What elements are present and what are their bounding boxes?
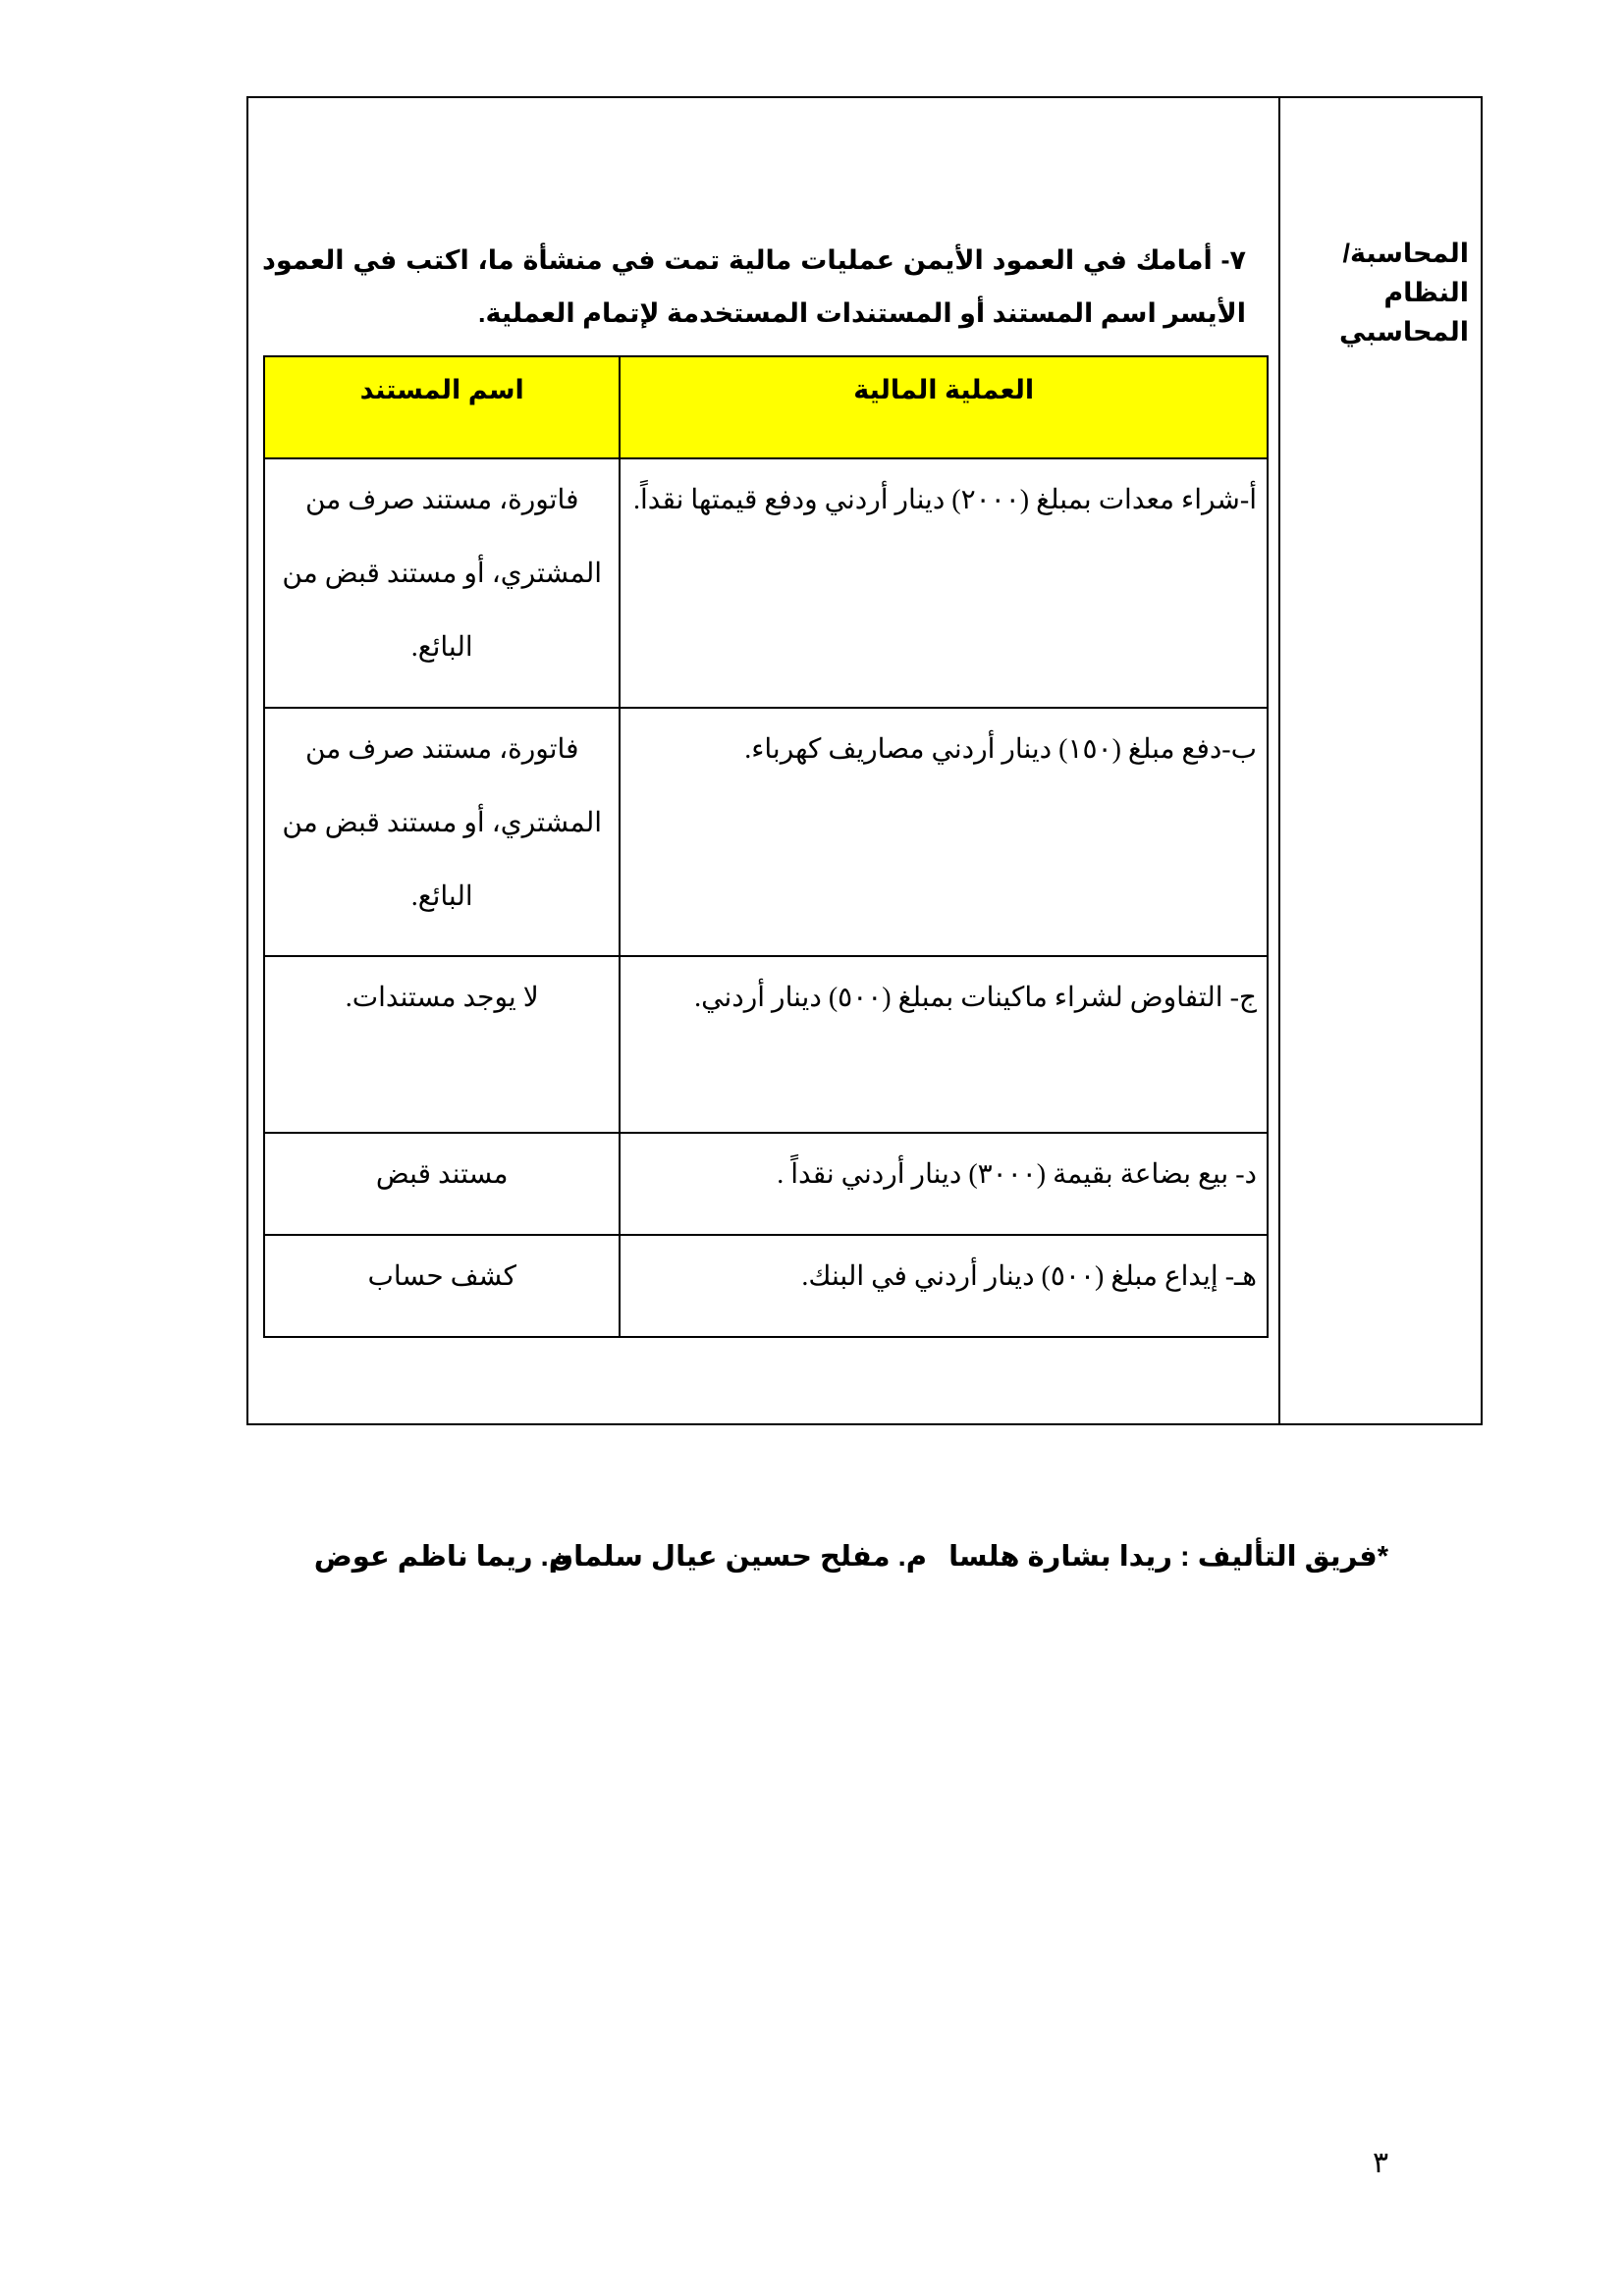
table-row bbox=[264, 458, 1268, 708]
table-row bbox=[264, 956, 1268, 1133]
document-cell: مستند قبض bbox=[264, 1133, 620, 1235]
header-operation: العملية المالية bbox=[620, 356, 1268, 458]
operation-cell: أ-شراء معدات بمبلغ (٢٠٠٠) دينار أردني ودفع قيمتها نقداً. bbox=[620, 458, 1268, 708]
subject-line-3: المحاسبي bbox=[1339, 317, 1469, 347]
operation-cell: د- بيع بضاعة بقيمة (٣٠٠٠) دينار أردني نقداً . bbox=[620, 1133, 1268, 1235]
subject-line-1: المحاسبة/ bbox=[1342, 239, 1469, 268]
document-cell: فاتورة، مستند صرف من المشتري، أو مستند قبض من البائع. bbox=[264, 708, 620, 956]
question-text: ٧- أمامك في العمود الأيمن عمليات مالية تمت في منشأة ما، اكتب في العمود الأيسر اسم المستند أو المستندات المستخدمة لإتمام العملية. bbox=[262, 245, 1246, 328]
table-row bbox=[264, 1133, 1268, 1235]
operation-cell: ب-دفع مبلغ (١٥٠) دينار أردني مصاريف كهرباء. bbox=[620, 708, 1268, 956]
table-row bbox=[264, 708, 1268, 956]
subject-label bbox=[1292, 234, 1469, 351]
page-number: ٣ bbox=[1373, 2147, 1389, 2179]
content-frame bbox=[246, 96, 1483, 1425]
operation-cell: ج- التفاوض لشراء ماكينات بمبلغ (٥٠٠) دينار أردني. bbox=[620, 956, 1268, 1133]
column-divider bbox=[1278, 98, 1280, 1423]
table-row bbox=[264, 1235, 1268, 1337]
author-team: *فريق التأليف : ريدا بشارة هلسا bbox=[948, 1541, 1388, 1573]
document-cell: لا يوجد مستندات. bbox=[264, 956, 620, 1133]
operations-table bbox=[263, 355, 1269, 1338]
document-cell: كشف حساب bbox=[264, 1235, 620, 1337]
header-document: اسم المستند bbox=[264, 356, 620, 458]
table-header-row bbox=[264, 356, 1268, 458]
authors-line bbox=[263, 1539, 1388, 1588]
author-2: م. مفلح حسين عيال سلمان bbox=[549, 1541, 927, 1573]
author-3: م. ريما ناظم عوض bbox=[313, 1541, 569, 1573]
operation-cell: هـ- إيداع مبلغ (٥٠٠) دينار أردني في البنك. bbox=[620, 1235, 1268, 1337]
document-cell: فاتورة، مستند صرف من المشتري، أو مستند قبض من البائع. bbox=[264, 458, 620, 708]
subject-line-2: النظام bbox=[1383, 278, 1469, 307]
